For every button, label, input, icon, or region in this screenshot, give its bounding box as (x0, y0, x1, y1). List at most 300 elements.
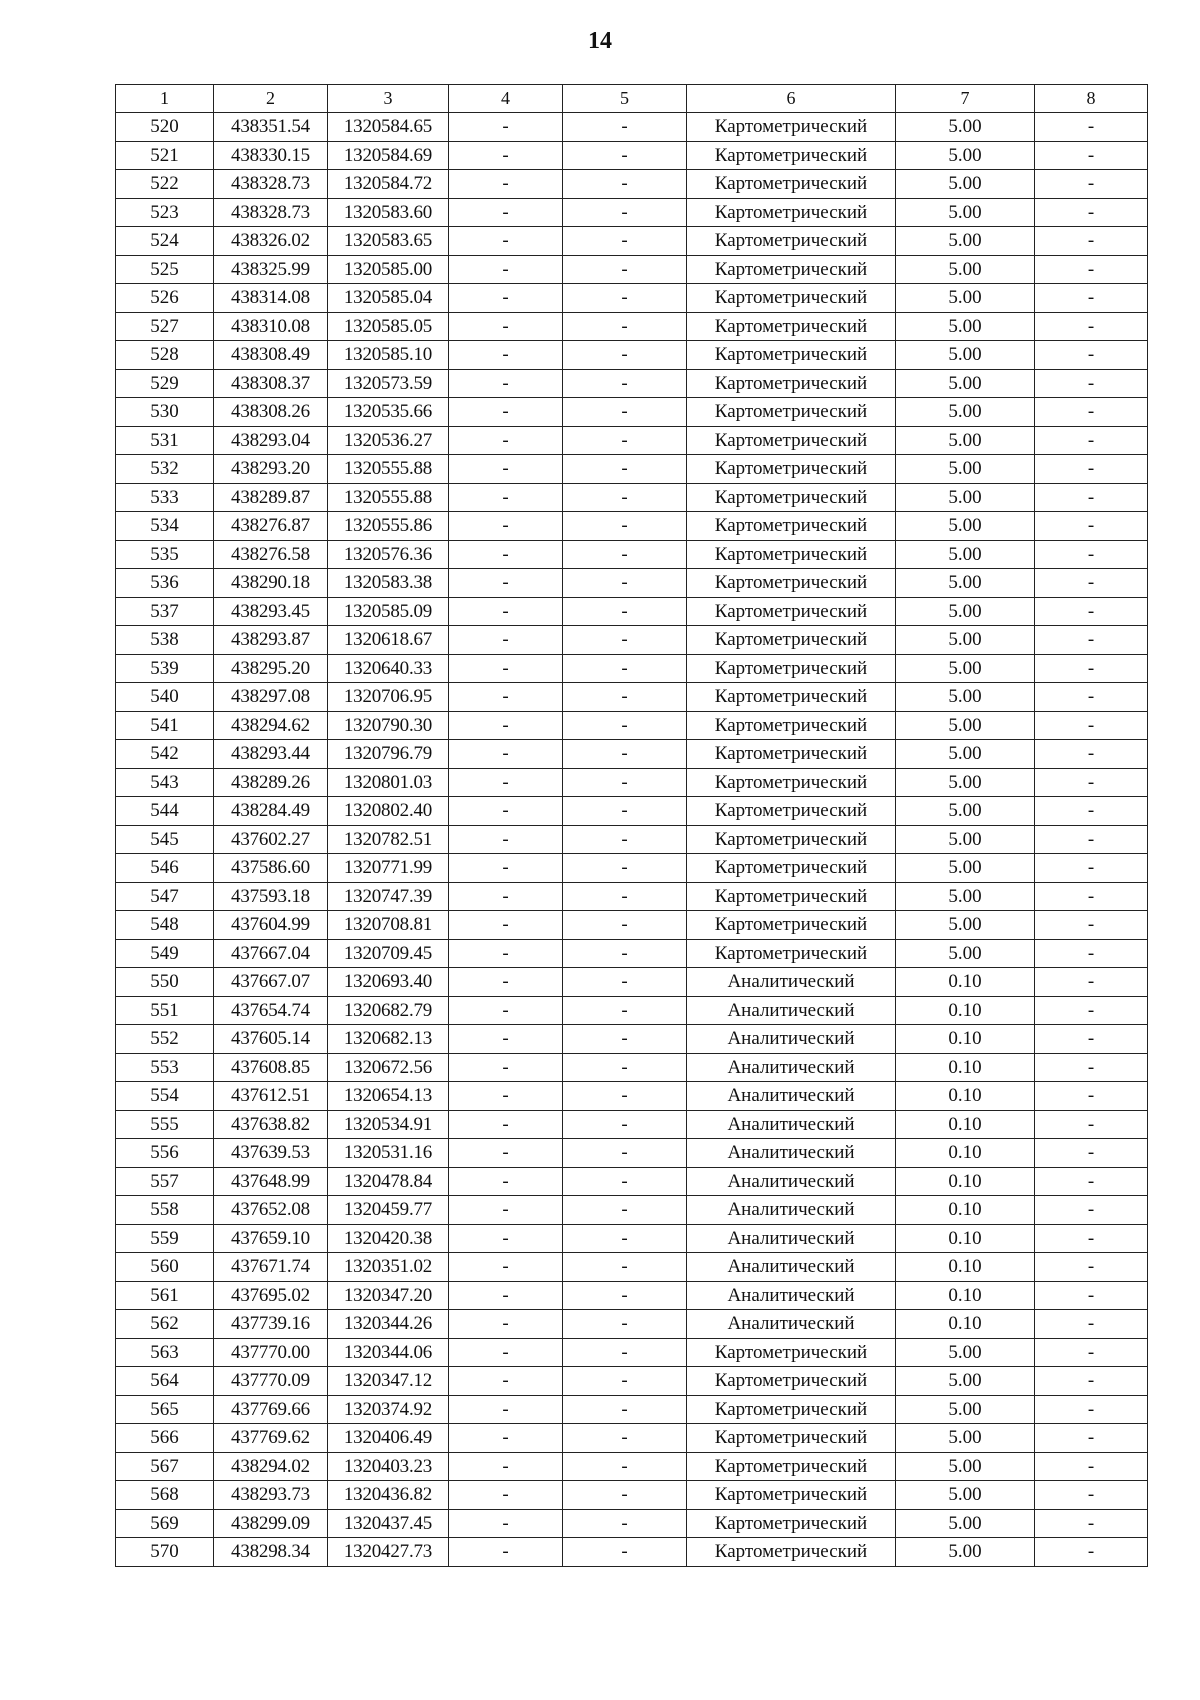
x-coordinate-cell: 438310.08 (214, 312, 328, 341)
column-8-cell: - (1035, 1253, 1148, 1282)
table-row (116, 284, 1148, 313)
table-row (116, 626, 1148, 655)
method-cell: Картометрический (687, 284, 896, 313)
page-number: 14 (588, 28, 612, 54)
column-4-cell: - (449, 1367, 563, 1396)
point-number-cell: 528 (116, 341, 214, 370)
x-coordinate-cell: 438298.34 (214, 1538, 328, 1567)
accuracy-cell: 0.10 (896, 996, 1035, 1025)
column-8-cell: - (1035, 1224, 1148, 1253)
column-4-cell: - (449, 939, 563, 968)
y-coordinate-cell: 1320801.03 (328, 768, 449, 797)
y-coordinate-cell: 1320344.26 (328, 1310, 449, 1339)
column-4-cell: - (449, 512, 563, 541)
accuracy-cell: 0.10 (896, 1110, 1035, 1139)
method-cell: Аналитический (687, 1053, 896, 1082)
x-coordinate-cell: 437602.27 (214, 825, 328, 854)
column-5-cell: - (563, 1481, 687, 1510)
column-4-cell: - (449, 1452, 563, 1481)
y-coordinate-cell: 1320583.60 (328, 198, 449, 227)
accuracy-cell: 5.00 (896, 170, 1035, 199)
table-row (116, 654, 1148, 683)
table-row (116, 968, 1148, 997)
point-number-cell: 555 (116, 1110, 214, 1139)
accuracy-cell: 5.00 (896, 1338, 1035, 1367)
table-row (116, 1281, 1148, 1310)
column-5-cell: - (563, 996, 687, 1025)
column-4-cell: - (449, 911, 563, 940)
accuracy-cell: 5.00 (896, 711, 1035, 740)
point-number-cell: 551 (116, 996, 214, 1025)
column-5-cell: - (563, 113, 687, 142)
table-row (116, 1538, 1148, 1567)
column-8-cell: - (1035, 854, 1148, 883)
accuracy-cell: 5.00 (896, 768, 1035, 797)
column-4-cell: - (449, 1338, 563, 1367)
table-row (116, 1082, 1148, 1111)
method-cell: Картометрический (687, 455, 896, 484)
point-number-cell: 520 (116, 113, 214, 142)
accuracy-cell: 5.00 (896, 597, 1035, 626)
x-coordinate-cell: 438289.87 (214, 483, 328, 512)
column-5-cell: - (563, 398, 687, 427)
point-number-cell: 544 (116, 797, 214, 826)
x-coordinate-cell: 438297.08 (214, 683, 328, 712)
y-coordinate-cell: 1320771.99 (328, 854, 449, 883)
method-cell: Картометрический (687, 312, 896, 341)
column-4-cell: - (449, 341, 563, 370)
column-4-cell: - (449, 711, 563, 740)
y-coordinate-cell: 1320693.40 (328, 968, 449, 997)
point-number-cell: 558 (116, 1196, 214, 1225)
column-4-cell: - (449, 284, 563, 313)
point-number-cell: 531 (116, 426, 214, 455)
point-number-cell: 533 (116, 483, 214, 512)
y-coordinate-cell: 1320709.45 (328, 939, 449, 968)
column-4-cell: - (449, 1224, 563, 1253)
column-8-cell: - (1035, 626, 1148, 655)
column-8-cell: - (1035, 1196, 1148, 1225)
x-coordinate-cell: 438326.02 (214, 227, 328, 256)
y-coordinate-cell: 1320576.36 (328, 540, 449, 569)
y-coordinate-cell: 1320782.51 (328, 825, 449, 854)
column-5-cell: - (563, 341, 687, 370)
point-number-cell: 527 (116, 312, 214, 341)
method-cell: Картометрический (687, 711, 896, 740)
table-row (116, 1224, 1148, 1253)
column-4-cell: - (449, 797, 563, 826)
table-row (116, 198, 1148, 227)
column-5-cell: - (563, 911, 687, 940)
column-header-8: 8 (1035, 85, 1148, 113)
method-cell: Аналитический (687, 1224, 896, 1253)
point-number-cell: 524 (116, 227, 214, 256)
point-number-cell: 530 (116, 398, 214, 427)
accuracy-cell: 5.00 (896, 198, 1035, 227)
y-coordinate-cell: 1320682.13 (328, 1025, 449, 1054)
column-4-cell: - (449, 1110, 563, 1139)
column-4-cell: - (449, 1424, 563, 1453)
table-row (116, 1025, 1148, 1054)
method-cell: Картометрический (687, 198, 896, 227)
accuracy-cell: 5.00 (896, 312, 1035, 341)
method-cell: Картометрический (687, 825, 896, 854)
column-8-cell: - (1035, 1167, 1148, 1196)
x-coordinate-cell: 437667.04 (214, 939, 328, 968)
column-8-cell: - (1035, 569, 1148, 598)
table-row (116, 711, 1148, 740)
y-coordinate-cell: 1320583.38 (328, 569, 449, 598)
point-number-cell: 548 (116, 911, 214, 940)
y-coordinate-cell: 1320436.82 (328, 1481, 449, 1510)
column-5-cell: - (563, 312, 687, 341)
table-row (116, 1338, 1148, 1367)
point-number-cell: 532 (116, 455, 214, 484)
y-coordinate-cell: 1320351.02 (328, 1253, 449, 1282)
method-cell: Аналитический (687, 1310, 896, 1339)
method-cell: Картометрический (687, 1395, 896, 1424)
accuracy-cell: 5.00 (896, 455, 1035, 484)
method-cell: Аналитический (687, 1110, 896, 1139)
column-8-cell: - (1035, 996, 1148, 1025)
column-4-cell: - (449, 740, 563, 769)
column-4-cell: - (449, 1025, 563, 1054)
column-4-cell: - (449, 569, 563, 598)
point-number-cell: 540 (116, 683, 214, 712)
y-coordinate-cell: 1320347.12 (328, 1367, 449, 1396)
method-cell: Картометрический (687, 341, 896, 370)
column-8-cell: - (1035, 1082, 1148, 1111)
x-coordinate-cell: 437605.14 (214, 1025, 328, 1054)
point-number-cell: 523 (116, 198, 214, 227)
table-row (116, 996, 1148, 1025)
column-5-cell: - (563, 1367, 687, 1396)
table-row (116, 255, 1148, 284)
accuracy-cell: 0.10 (896, 1310, 1035, 1339)
table-row (116, 569, 1148, 598)
method-cell: Картометрический (687, 654, 896, 683)
table-row (116, 227, 1148, 256)
column-5-cell: - (563, 1139, 687, 1168)
table-row (116, 1367, 1148, 1396)
column-8-cell: - (1035, 1110, 1148, 1139)
column-5-cell: - (563, 540, 687, 569)
x-coordinate-cell: 437639.53 (214, 1139, 328, 1168)
column-8-cell: - (1035, 141, 1148, 170)
column-4-cell: - (449, 1509, 563, 1538)
x-coordinate-cell: 437770.09 (214, 1367, 328, 1396)
table-row (116, 540, 1148, 569)
accuracy-cell: 0.10 (896, 1082, 1035, 1111)
x-coordinate-cell: 438330.15 (214, 141, 328, 170)
x-coordinate-cell: 438293.45 (214, 597, 328, 626)
x-coordinate-cell: 438276.58 (214, 540, 328, 569)
table-row (116, 483, 1148, 512)
column-8-cell: - (1035, 1367, 1148, 1396)
accuracy-cell: 5.00 (896, 825, 1035, 854)
point-number-cell: 562 (116, 1310, 214, 1339)
point-number-cell: 536 (116, 569, 214, 598)
y-coordinate-cell: 1320585.00 (328, 255, 449, 284)
accuracy-cell: 5.00 (896, 911, 1035, 940)
accuracy-cell: 5.00 (896, 683, 1035, 712)
point-number-cell: 534 (116, 512, 214, 541)
x-coordinate-cell: 437769.62 (214, 1424, 328, 1453)
accuracy-cell: 0.10 (896, 1253, 1035, 1282)
y-coordinate-cell: 1320531.16 (328, 1139, 449, 1168)
column-5-cell: - (563, 512, 687, 541)
y-coordinate-cell: 1320585.04 (328, 284, 449, 313)
table-row (116, 1424, 1148, 1453)
column-4-cell: - (449, 540, 563, 569)
point-number-cell: 561 (116, 1281, 214, 1310)
y-coordinate-cell: 1320584.69 (328, 141, 449, 170)
y-coordinate-cell: 1320640.33 (328, 654, 449, 683)
column-8-cell: - (1035, 768, 1148, 797)
column-4-cell: - (449, 1139, 563, 1168)
table-row (116, 426, 1148, 455)
column-8-cell: - (1035, 797, 1148, 826)
point-number-cell: 567 (116, 1452, 214, 1481)
point-number-cell: 554 (116, 1082, 214, 1111)
x-coordinate-cell: 438276.87 (214, 512, 328, 541)
x-coordinate-cell: 438290.18 (214, 569, 328, 598)
x-coordinate-cell: 437604.99 (214, 911, 328, 940)
table-row (116, 170, 1148, 199)
column-8-cell: - (1035, 1139, 1148, 1168)
y-coordinate-cell: 1320535.66 (328, 398, 449, 427)
column-header-7: 7 (896, 85, 1035, 113)
accuracy-cell: 5.00 (896, 512, 1035, 541)
x-coordinate-cell: 438314.08 (214, 284, 328, 313)
table-row (116, 1196, 1148, 1225)
x-coordinate-cell: 437671.74 (214, 1253, 328, 1282)
table-row (116, 797, 1148, 826)
method-cell: Картометрический (687, 1367, 896, 1396)
method-cell: Картометрический (687, 797, 896, 826)
column-4-cell: - (449, 1538, 563, 1567)
accuracy-cell: 0.10 (896, 1025, 1035, 1054)
table-row (116, 825, 1148, 854)
accuracy-cell: 5.00 (896, 740, 1035, 769)
column-5-cell: - (563, 1253, 687, 1282)
method-cell: Картометрический (687, 911, 896, 940)
column-5-cell: - (563, 1281, 687, 1310)
point-number-cell: 526 (116, 284, 214, 313)
column-4-cell: - (449, 198, 563, 227)
accuracy-cell: 5.00 (896, 569, 1035, 598)
x-coordinate-cell: 437769.66 (214, 1395, 328, 1424)
table-row (116, 398, 1148, 427)
column-4-cell: - (449, 1196, 563, 1225)
column-4-cell: - (449, 683, 563, 712)
method-cell: Аналитический (687, 1139, 896, 1168)
x-coordinate-cell: 437739.16 (214, 1310, 328, 1339)
table-row (116, 939, 1148, 968)
column-header-6: 6 (687, 85, 896, 113)
accuracy-cell: 0.10 (896, 968, 1035, 997)
method-cell: Картометрический (687, 170, 896, 199)
accuracy-cell: 5.00 (896, 939, 1035, 968)
method-cell: Картометрический (687, 882, 896, 911)
point-number-cell: 549 (116, 939, 214, 968)
method-cell: Картометрический (687, 740, 896, 769)
method-cell: Картометрический (687, 939, 896, 968)
accuracy-cell: 5.00 (896, 341, 1035, 370)
column-5-cell: - (563, 227, 687, 256)
point-number-cell: 537 (116, 597, 214, 626)
y-coordinate-cell: 1320437.45 (328, 1509, 449, 1538)
accuracy-cell: 0.10 (896, 1196, 1035, 1225)
method-cell: Аналитический (687, 1167, 896, 1196)
column-8-cell: - (1035, 1424, 1148, 1453)
y-coordinate-cell: 1320403.23 (328, 1452, 449, 1481)
accuracy-cell: 5.00 (896, 654, 1035, 683)
column-header-5: 5 (563, 85, 687, 113)
method-cell: Картометрический (687, 255, 896, 284)
x-coordinate-cell: 438293.73 (214, 1481, 328, 1510)
point-number-cell: 535 (116, 540, 214, 569)
point-number-cell: 565 (116, 1395, 214, 1424)
table-row (116, 911, 1148, 940)
table-row (116, 1139, 1148, 1168)
column-4-cell: - (449, 1481, 563, 1510)
column-8-cell: - (1035, 312, 1148, 341)
column-8-cell: - (1035, 683, 1148, 712)
table-row (116, 882, 1148, 911)
y-coordinate-cell: 1320747.39 (328, 882, 449, 911)
accuracy-cell: 0.10 (896, 1167, 1035, 1196)
column-8-cell: - (1035, 1281, 1148, 1310)
y-coordinate-cell: 1320618.67 (328, 626, 449, 655)
column-5-cell: - (563, 1082, 687, 1111)
column-5-cell: - (563, 1025, 687, 1054)
point-number-cell: 525 (116, 255, 214, 284)
column-8-cell: - (1035, 198, 1148, 227)
x-coordinate-cell: 438308.37 (214, 369, 328, 398)
point-number-cell: 538 (116, 626, 214, 655)
accuracy-cell: 0.10 (896, 1053, 1035, 1082)
x-coordinate-cell: 438295.20 (214, 654, 328, 683)
point-number-cell: 522 (116, 170, 214, 199)
column-8-cell: - (1035, 825, 1148, 854)
column-8-cell: - (1035, 1538, 1148, 1567)
column-8-cell: - (1035, 1395, 1148, 1424)
column-5-cell: - (563, 483, 687, 512)
accuracy-cell: 5.00 (896, 626, 1035, 655)
x-coordinate-cell: 437667.07 (214, 968, 328, 997)
accuracy-cell: 5.00 (896, 141, 1035, 170)
point-number-cell: 570 (116, 1538, 214, 1567)
column-8-cell: - (1035, 483, 1148, 512)
column-8-cell: - (1035, 597, 1148, 626)
column-4-cell: - (449, 255, 563, 284)
table-row (116, 854, 1148, 883)
y-coordinate-cell: 1320478.84 (328, 1167, 449, 1196)
table-row (116, 1053, 1148, 1082)
column-4-cell: - (449, 825, 563, 854)
column-4-cell: - (449, 170, 563, 199)
column-8-cell: - (1035, 968, 1148, 997)
column-5-cell: - (563, 255, 687, 284)
x-coordinate-cell: 437608.85 (214, 1053, 328, 1082)
method-cell: Картометрический (687, 1509, 896, 1538)
column-5-cell: - (563, 882, 687, 911)
y-coordinate-cell: 1320706.95 (328, 683, 449, 712)
method-cell: Картометрический (687, 369, 896, 398)
column-4-cell: - (449, 882, 563, 911)
column-8-cell: - (1035, 455, 1148, 484)
point-number-cell: 541 (116, 711, 214, 740)
column-header-1: 1 (116, 85, 214, 113)
x-coordinate-cell: 438294.02 (214, 1452, 328, 1481)
point-number-cell: 529 (116, 369, 214, 398)
point-number-cell: 543 (116, 768, 214, 797)
column-4-cell: - (449, 455, 563, 484)
column-8-cell: - (1035, 654, 1148, 683)
column-4-cell: - (449, 968, 563, 997)
column-5-cell: - (563, 854, 687, 883)
x-coordinate-cell: 437770.00 (214, 1338, 328, 1367)
column-5-cell: - (563, 1110, 687, 1139)
x-coordinate-cell: 437612.51 (214, 1082, 328, 1111)
column-8-cell: - (1035, 1310, 1148, 1339)
x-coordinate-cell: 438294.62 (214, 711, 328, 740)
column-5-cell: - (563, 141, 687, 170)
point-number-cell: 547 (116, 882, 214, 911)
method-cell: Аналитический (687, 1025, 896, 1054)
column-5-cell: - (563, 1053, 687, 1082)
y-coordinate-cell: 1320536.27 (328, 426, 449, 455)
table-row (116, 455, 1148, 484)
column-4-cell: - (449, 654, 563, 683)
point-number-cell: 542 (116, 740, 214, 769)
column-4-cell: - (449, 369, 563, 398)
y-coordinate-cell: 1320347.20 (328, 1281, 449, 1310)
y-coordinate-cell: 1320555.88 (328, 455, 449, 484)
point-number-cell: 564 (116, 1367, 214, 1396)
table-row (116, 1110, 1148, 1139)
column-4-cell: - (449, 312, 563, 341)
table-body (116, 113, 1148, 1567)
y-coordinate-cell: 1320427.73 (328, 1538, 449, 1567)
column-5-cell: - (563, 1310, 687, 1339)
column-5-cell: - (563, 683, 687, 712)
column-5-cell: - (563, 198, 687, 227)
x-coordinate-cell: 438308.26 (214, 398, 328, 427)
method-cell: Картометрический (687, 1338, 896, 1367)
method-cell: Картометрический (687, 1424, 896, 1453)
table-row (116, 369, 1148, 398)
column-5-cell: - (563, 455, 687, 484)
column-4-cell: - (449, 854, 563, 883)
method-cell: Картометрический (687, 1481, 896, 1510)
point-number-cell: 550 (116, 968, 214, 997)
y-coordinate-cell: 1320344.06 (328, 1338, 449, 1367)
column-5-cell: - (563, 1424, 687, 1453)
column-5-cell: - (563, 768, 687, 797)
method-cell: Картометрический (687, 483, 896, 512)
method-cell: Аналитический (687, 996, 896, 1025)
column-8-cell: - (1035, 255, 1148, 284)
table-row (116, 1310, 1148, 1339)
column-8-cell: - (1035, 398, 1148, 427)
table-row (116, 597, 1148, 626)
column-4-cell: - (449, 1253, 563, 1282)
method-cell: Картометрический (687, 854, 896, 883)
accuracy-cell: 5.00 (896, 540, 1035, 569)
method-cell: Картометрический (687, 398, 896, 427)
